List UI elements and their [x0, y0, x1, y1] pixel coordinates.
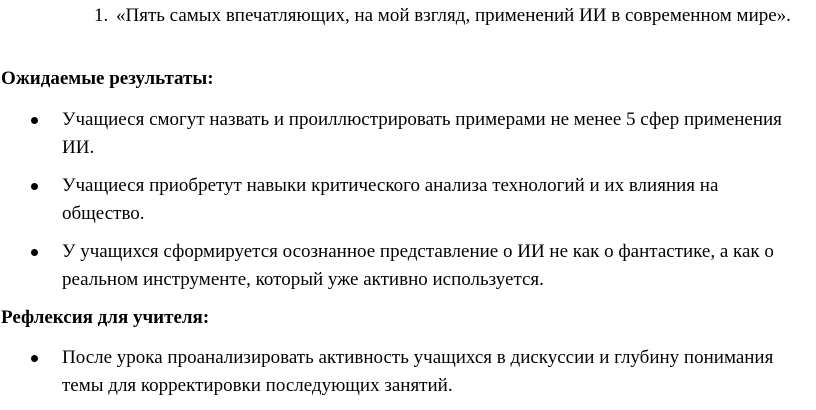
- expected-results-heading: Ожидаемые результаты:: [1, 68, 214, 89]
- bullet-text: Учащиеся смогут назвать и проиллюстрировать примерами не менее 5 сфер применения ИИ.: [62, 109, 782, 158]
- list-item-text: «Пять самых впечатляющих, на мой взгляд, применений ИИ в современном мире».: [116, 5, 791, 26]
- list-number: 1.: [94, 5, 109, 26]
- bullet-icon: [31, 183, 38, 190]
- teacher-reflection-heading: Рефлексия для учителя:: [1, 307, 210, 328]
- bullet-text: У учащихся сформируется осознанное представление о ИИ не как о фантастике, а как о реальном инструменте, который уже активно используется.: [62, 241, 774, 290]
- bullet-icon: [31, 249, 38, 256]
- bullet-text: Учащиеся приобретут навыки критического анализа технологий и их влияния на общество.: [62, 175, 719, 224]
- bullet-text: После урока проанализировать активность учащихся в дискуссии и глубину понимания темы для корректировки последующих занятий.: [62, 347, 774, 396]
- bullet-icon: [31, 117, 38, 124]
- bullet-icon: [31, 355, 38, 362]
